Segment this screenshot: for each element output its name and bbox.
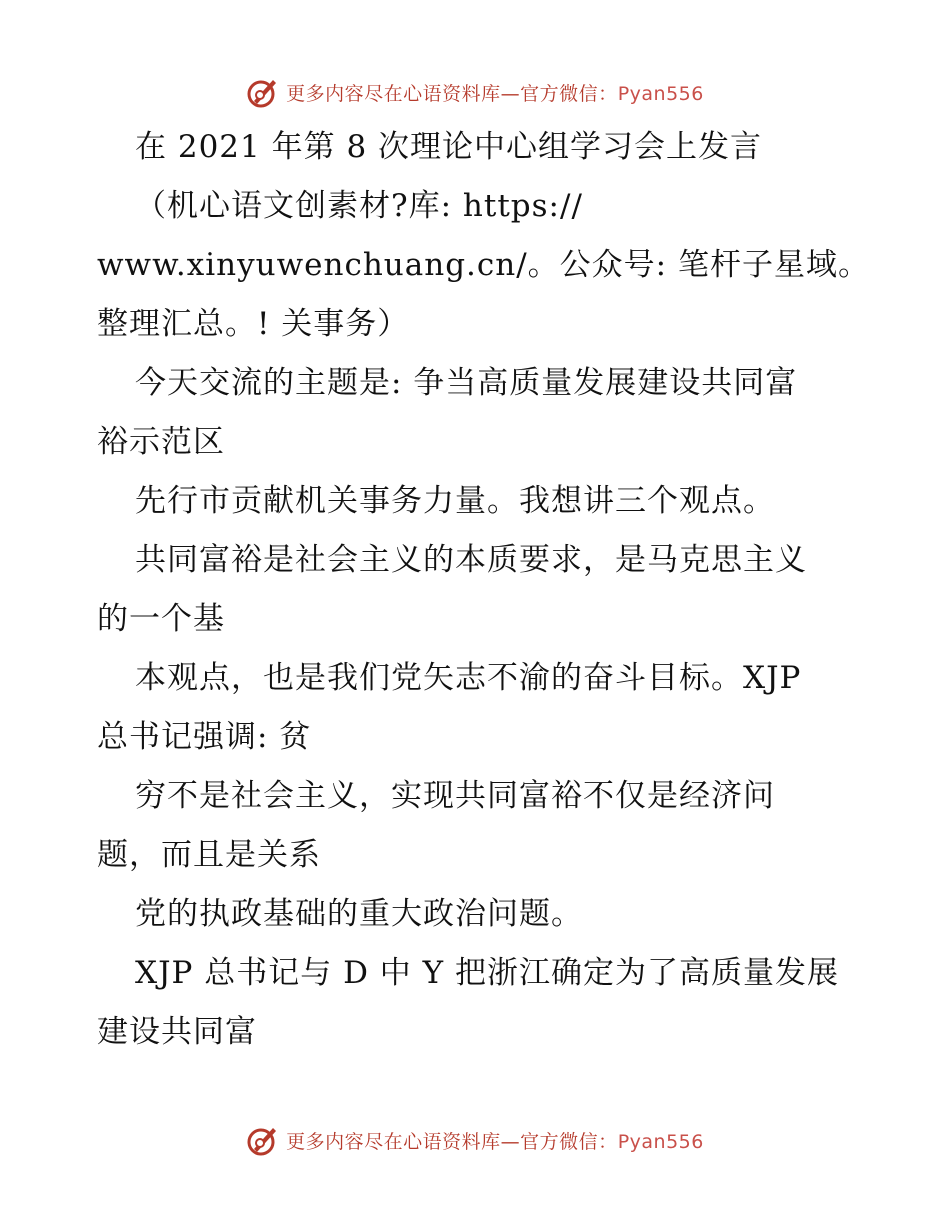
document-line: 裕示范区 <box>97 424 225 460</box>
document-line: 今天交流的主题是: 争当高质量发展建设共同富 <box>135 365 798 401</box>
red-quill-logo-icon <box>246 75 280 109</box>
footer-banner <box>0 1118 950 1162</box>
document-title: 在 2021 年第 8 次理论中心组学习会上发言 <box>135 129 763 165</box>
document-line: 穷不是社会主义，实现共同富裕不仅是经济问 <box>135 778 775 814</box>
document-line: 总书记强调: 贫 <box>97 719 312 755</box>
header-banner-text <box>286 79 704 106</box>
document-line: 整理汇总。! 关事务） <box>97 306 410 342</box>
document-body <box>97 118 870 1062</box>
document-line: 题，而且是关系 <box>97 837 321 873</box>
document-line: 共同富裕是社会主义的本质要求，是马克思主义 <box>135 542 807 578</box>
footer-banner-text <box>286 1127 704 1154</box>
document-line: 党的执政基础的重大政治问题。 <box>135 896 583 932</box>
header-banner <box>0 70 950 114</box>
header-wechat-id: Pyan556 <box>617 82 704 105</box>
footer-banner-title: 更多内容尽在心语资料库 <box>286 1130 501 1153</box>
footer-wechat-label: 官方微信： <box>520 1130 618 1153</box>
document-line: XJP 总书记与 D 中 Y 把浙江确定为了高质量发展 <box>135 955 839 991</box>
header-banner-title: 更多内容尽在心语资料库 <box>286 82 501 105</box>
document-line: 本观点，也是我们党矢志不渝的奋斗目标。XJP <box>135 660 802 696</box>
header-wechat-label: 官方微信： <box>520 82 618 105</box>
document-line: 的一个基 <box>97 601 225 637</box>
document-line: www.xinyuwenchuang.cn/。公众号: 笔杆子星域。 <box>97 247 870 283</box>
footer-wechat-id: Pyan556 <box>617 1130 704 1153</box>
footer-banner-separator: — <box>500 1130 521 1153</box>
header-banner-separator: — <box>500 82 521 105</box>
document-line: 先行市贡献机关事务力量。我想讲三个观点。 <box>135 483 775 519</box>
document-line: （机心语文创素材?库: https:// <box>135 188 583 224</box>
document-line: 建设共同富 <box>97 1014 257 1050</box>
red-quill-logo-icon <box>246 1123 280 1157</box>
